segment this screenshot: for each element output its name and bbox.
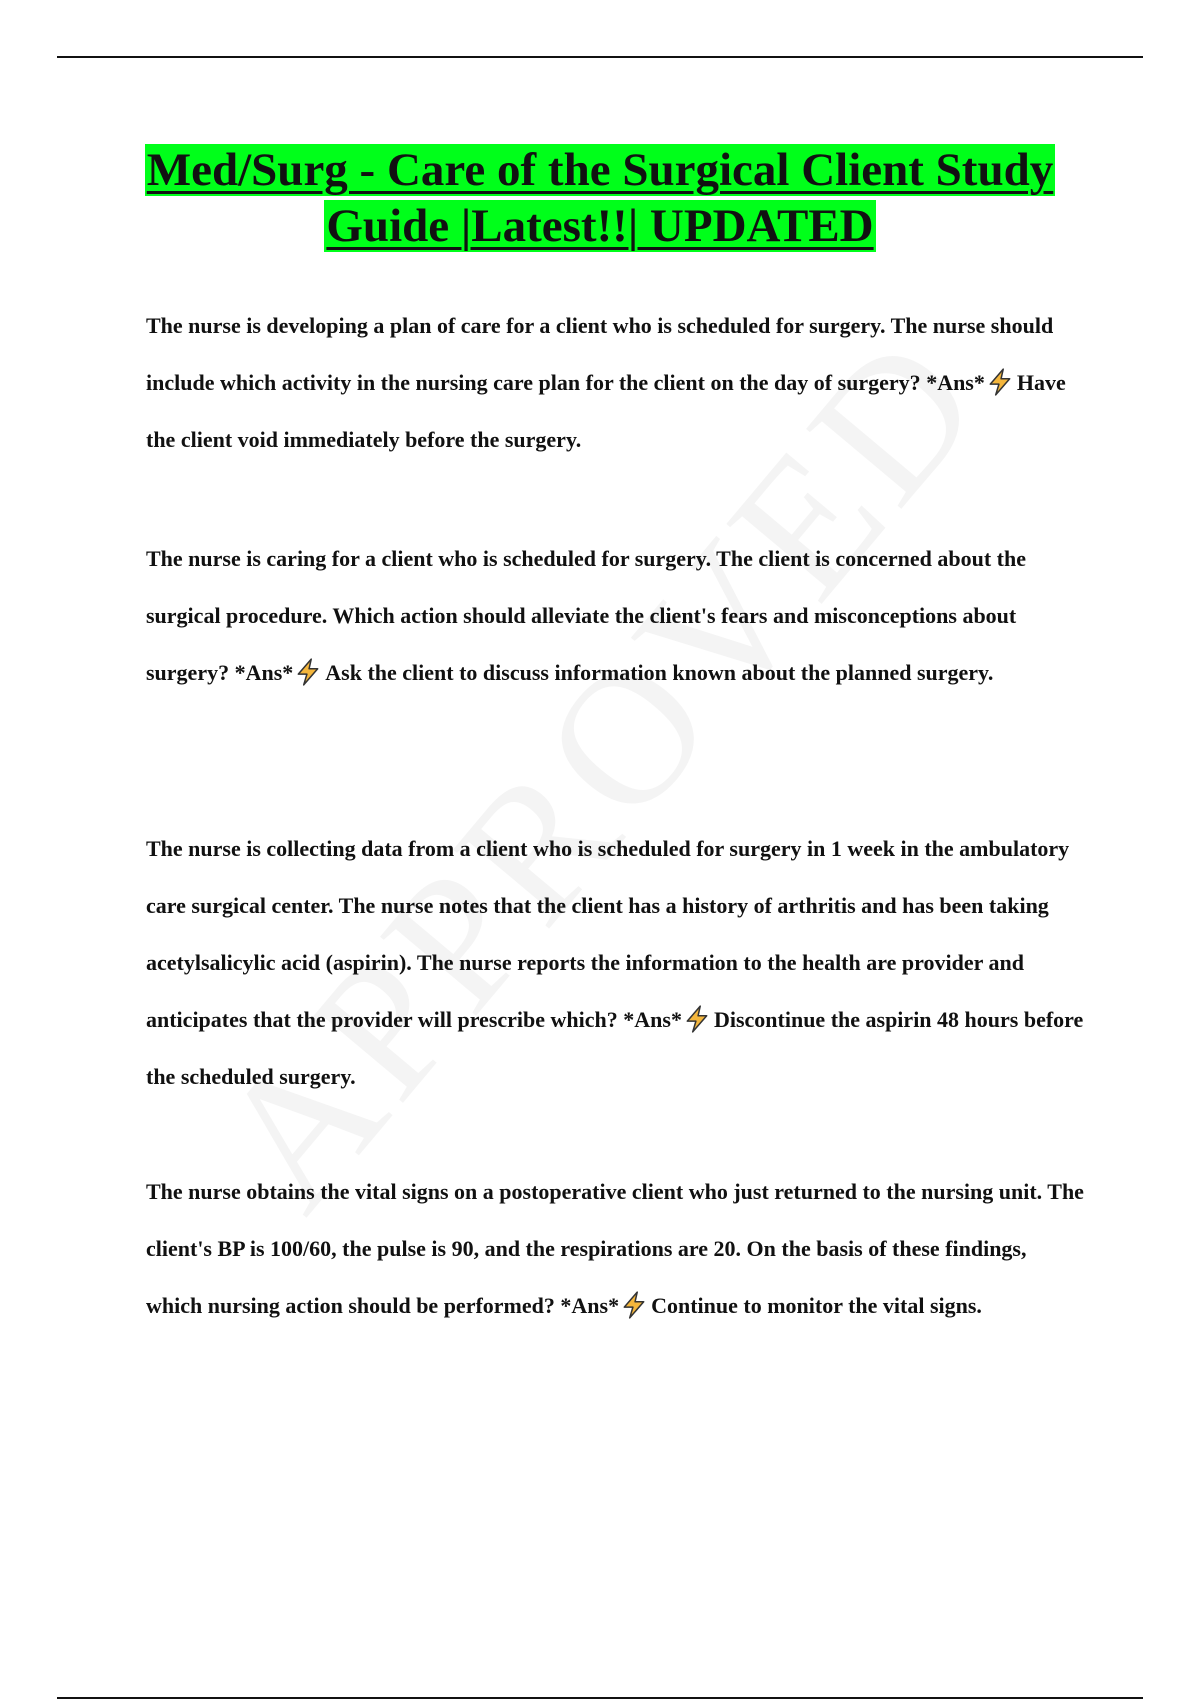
answer-text: Discontinue the aspirin 48 hours before the scheduled surgery. (146, 1007, 1084, 1089)
answer-marker: *Ans* (234, 660, 294, 685)
qa-item-1 (146, 297, 1086, 468)
bottom-rule (57, 1697, 1143, 1699)
document-title (100, 142, 1100, 254)
lightning-bolt-icon (621, 1291, 647, 1319)
question-text: The nurse is developing a plan of care for a client who is scheduled for surgery. The nurse should include which activity in the nursing care plan for the client on the day of surgery? (146, 313, 1054, 395)
lightning-bolt-icon (987, 368, 1013, 396)
answer-marker: *Ans* (560, 1293, 620, 1318)
title-highlight: Med/Surg - Care of the Surgical Client Study Guide |Latest!!| UPDATED (146, 144, 1054, 252)
answer-text: Ask the client to discuss information known about the planned surgery. (325, 660, 994, 685)
answer-text: Continue to monitor the vital signs. (651, 1293, 982, 1318)
question-text: The nurse obtains the vital signs on a postoperative client who just returned to the nursing unit. The client's BP is 100/60, the pulse is 90, and the respirations are 20. On the basis of these findings, which nursing action should be performed? (146, 1179, 1084, 1318)
top-rule (57, 56, 1143, 58)
qa-item-3 (146, 820, 1086, 1105)
answer-marker: *Ans* (926, 370, 985, 395)
qa-item-2 (146, 530, 1086, 701)
lightning-bolt-icon (295, 658, 321, 686)
question-text: The nurse is collecting data from a client who is scheduled for surgery in 1 week in the ambulatory care surgical center. The nurse notes that the client has a history of arthritis and has been taking acetylsalicylic acid (aspirin). The nurse reports the information to the health are provider and anticipates that the provider will prescribe which? (146, 836, 1070, 1032)
answer-marker: *Ans* (623, 1007, 682, 1032)
qa-item-4 (146, 1163, 1086, 1334)
answer-text: Have the client void immediately before the surgery. (146, 370, 1066, 452)
question-text: The nurse is caring for a client who is scheduled for surgery. The client is concerned about the surgical procedure. Which action should alleviate the client's fears and misconceptions about surgery? (146, 546, 1026, 685)
lightning-bolt-icon (684, 1005, 710, 1033)
